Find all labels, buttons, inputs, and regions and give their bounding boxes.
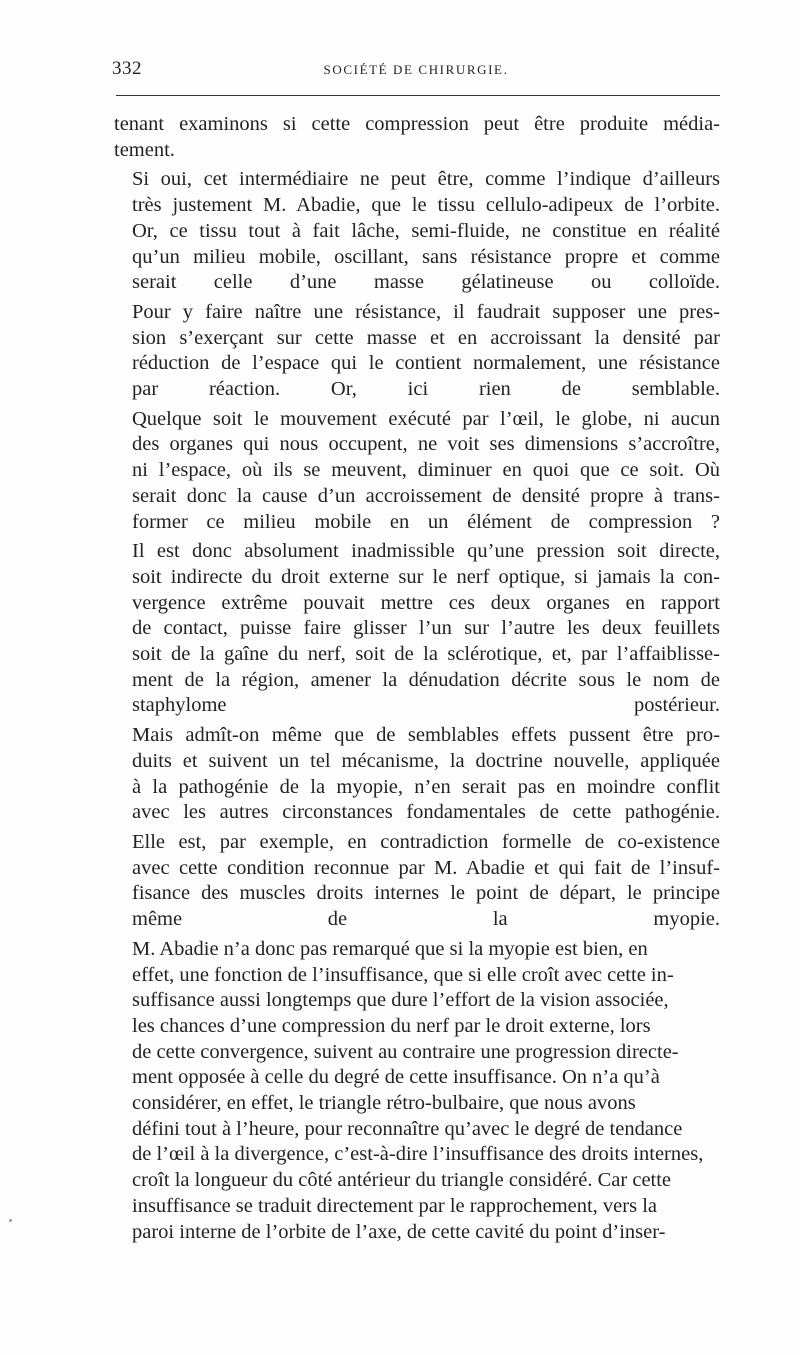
- text-line: ment opposée à celle du degré de cette insuffisance. On n’a qu’à: [132, 1066, 660, 1089]
- text-line: duits et suivent un tel mécanisme, la doctrine nouvelle, appliquée: [132, 749, 720, 772]
- text-line: tenant examinons si cette compression peut être produite média-: [114, 113, 720, 135]
- text-line: staphylome postérieur.: [132, 694, 720, 717]
- text-line: Quelque soit le mouvement exécuté par l’œil, le globe, ni aucun: [132, 407, 720, 430]
- text-line: fisance des muscles droits internes le point de départ, le principe: [132, 882, 720, 905]
- paragraph-6: [114, 723, 720, 826]
- text-line: insuffisance se traduit directement par le rapprochement, vers la: [132, 1194, 658, 1217]
- text-line: effet, une fonction de l’insuffisance, que si elle croît avec cette in-: [132, 963, 674, 986]
- text-line: considérer, en effet, le triangle rétro-bulbaire, que nous avons: [132, 1092, 636, 1115]
- text-line: serait donc la cause d’un accroissement de densité propre à trans-: [132, 484, 720, 507]
- text-line: Si oui, cet intermédiaire ne peut être, comme l’indique d’ailleurs: [132, 168, 720, 191]
- paper-speck: [9, 1219, 12, 1222]
- paragraph-5: [114, 539, 720, 719]
- text-line: paroi interne de l’orbite de l’axe, de cette cavité du point d’inser-: [132, 1220, 666, 1243]
- text-line: soit indirecte du droit externe sur le nerf optique, si jamais la con-: [132, 565, 720, 588]
- text-line: Pour y faire naître une résistance, il faudrait supposer une pres-: [132, 300, 720, 323]
- paragraph-1: [114, 112, 720, 163]
- text-line: même de la myopie.: [132, 908, 720, 931]
- text-line: Il est donc absolument inadmissible qu’une pression soit directe,: [132, 540, 720, 563]
- text-line: ment de la région, amener la dénudation décrite sous le nom de: [132, 668, 720, 691]
- paragraph-3: [114, 300, 720, 403]
- text-line: croît la longueur du côté antérieur du triangle considéré. Car cette: [132, 1169, 672, 1192]
- text-line: de l’œil à la divergence, c’est-à-dire l’insuffisance des droits internes,: [132, 1143, 704, 1166]
- text-line: très justement M. Abadie, que le tissu cellulo-adipeux de l’orbite.: [132, 194, 720, 217]
- text-line: à la pathogénie de la myopie, n’en serait pas en moindre conflit: [132, 775, 720, 798]
- text-line: suffisance aussi longtemps que dure l’effort de la vision associée,: [132, 989, 669, 1012]
- text-line: de cette convergence, suivent au contraire une progression directe-: [132, 1040, 679, 1063]
- text-line: de contact, puisse faire glisser l’un sur l’autre les deux feuillets: [132, 617, 720, 640]
- running-head: [112, 58, 720, 86]
- paragraph-4: [114, 407, 720, 536]
- text-line: ni l’espace, où ils se meuvent, diminuer en quoi que ce soit. Où: [132, 459, 720, 482]
- text-line: serait celle d’une masse gélatineuse ou colloïde.: [132, 271, 720, 294]
- text-line: M. Abadie n’a donc pas remarqué que si la myopie est bien, en: [132, 937, 648, 960]
- text-line: sion s’exerçant sur cette masse et en accroissant la densité par: [132, 326, 720, 349]
- text-line: défini tout à l’heure, pour reconnaître qu’avec le degré de tendance: [132, 1117, 683, 1140]
- page-number: 332: [112, 58, 142, 79]
- text-line: tement.: [114, 138, 175, 161]
- text-line: Mais admît-on même que de semblables effets pussent être pro-: [132, 724, 720, 747]
- text-line: des organes qui nous occupent, ne voit ses dimensions s’accroître,: [132, 433, 720, 456]
- paragraph-8: [114, 937, 720, 1245]
- text-line: avec cette condition reconnue par M. Abadie et qui fait de l’insuf-: [132, 856, 720, 879]
- text-line: qu’un milieu mobile, oscillant, sans résistance propre et comme: [132, 245, 720, 268]
- text-line: Elle est, par exemple, en contradiction formelle de co-existence: [132, 830, 720, 853]
- header-rule: [116, 95, 720, 96]
- text-line: Or, ce tissu tout à fait lâche, semi-fluide, ne constitue en réalité: [132, 219, 720, 242]
- text-line: soit de la gaîne du nerf, soit de la sclérotique, et, par l’affaiblisse-: [132, 643, 720, 666]
- text-line: les chances d’une compression du nerf par le droit externe, lors: [132, 1014, 651, 1037]
- text-line: réduction de l’espace qui le contient normalement, une résistance: [132, 352, 720, 375]
- paragraph-7: [114, 830, 720, 933]
- text-line: par réaction. Or, ici rien de semblable.: [132, 378, 720, 401]
- text-line: avec les autres circonstances fondamentales de cette pathogénie.: [132, 801, 720, 824]
- running-title: SOCIÉTÉ DE CHIRURGIE.: [323, 62, 509, 77]
- body-text: [114, 112, 720, 1249]
- paragraph-2: [114, 167, 720, 296]
- text-line: vergence extrême pouvait mettre ces deux organes en rapport: [132, 591, 720, 614]
- text-line: former ce milieu mobile en un élément de compression ?: [132, 510, 720, 533]
